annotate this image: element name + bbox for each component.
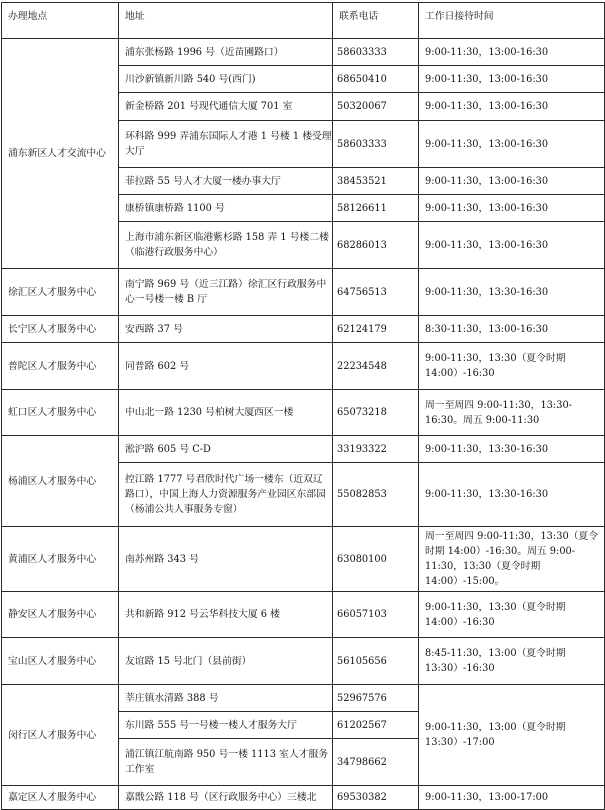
table-row [2,269,605,316]
center-name: 虹口区人才服务中心 [2,390,119,436]
phone-cell: 68286013 [333,222,419,269]
phone-cell: 56105656 [333,638,419,685]
phone-cell: 22234548 [333,343,419,390]
hours-cell: 周一至周四 9:00-11:30，13:30-16:30。周五 9:00-11:30 [419,390,605,436]
phone-cell: 50320067 [333,93,419,121]
center-name: 黄浦区人才服务中心 [2,527,119,592]
address-cell: 共和新路 912 号云华科技大厦 6 楼 [119,592,333,638]
address-cell: 菲拉路 55 号人才大厦一楼办事大厅 [119,168,333,195]
hours-cell: 8:45-11:30，13:00（夏令时期 13:30）-16:30 [419,638,605,685]
address-cell: 中山北一路 1230 号柏树大厦西区一楼 [119,390,333,436]
address-cell: 南宁路 969 号（近三江路）徐汇区行政服务中心一号楼一楼 B 厅 [119,269,333,316]
table-row [2,343,605,390]
hours-cell: 9:00-11:30，13:30-16:30 [419,269,605,316]
address-cell: 莘庄镇水清路 388 号 [119,685,333,712]
phone-cell: 34798662 [333,739,419,786]
phone-cell: 58603333 [333,121,419,168]
hours-cell: 9:00-11:30，13:30-16:30 [419,463,605,527]
hours-cell: 9:00-11:30，13:00-16:30 [419,222,605,269]
table-row [2,436,605,463]
center-name: 静安区人才服务中心 [2,592,119,638]
phone-cell: 69530382 [333,786,419,810]
hours-cell: 8:30-11:30，13:00-16:30 [419,316,605,343]
table-row [2,592,605,638]
phone-cell: 61202567 [333,712,419,739]
phone-cell: 33193322 [333,436,419,463]
center-name: 嘉定区人才服务中心 [2,786,119,810]
address-cell: 控江路 1777 号君欣时代广场一楼东（近双辽路口），中国上海人力资源服务产业园区东部园（杨浦公共人事服务专窗） [119,463,333,527]
center-name: 普陀区人才服务中心 [2,343,119,390]
table-row [2,390,605,436]
address-cell: 康桥镇康桥路 1100 号 [119,195,333,222]
address-cell: 浦江镇江航南路 950 号一楼 1113 室人才服务工作室 [119,739,333,786]
header-address: 地址 [119,3,333,39]
phone-cell: 52967576 [333,685,419,712]
hours-cell: 9:00-11:30，13:30（夏令时期 14:00）-16:30 [419,343,605,390]
center-name: 闵行区人才服务中心 [2,685,119,786]
phone-cell: 58603333 [333,39,419,66]
table-row [2,527,605,592]
phone-cell: 55082853 [333,463,419,527]
phone-cell: 38453521 [333,168,419,195]
phone-cell: 66057103 [333,592,419,638]
address-cell: 川沙新镇新川路 540 号(西门) [119,66,333,93]
table-row [2,638,605,685]
hours-cell: 9:00-11:30，13:00-16:30 [419,66,605,93]
address-cell: 环科路 999 弄浦东国际人才港 1 号楼 1 楼受理大厅 [119,121,333,168]
address-cell: 东川路 555 号一号楼一楼人才服务大厅 [119,712,333,739]
hours-cell: 9:00-11:30，13:00-16:30 [419,168,605,195]
center-name: 杨浦区人才服务中心 [2,436,119,527]
phone-cell: 58126611 [333,195,419,222]
table-row [2,39,605,66]
address-cell: 友谊路 15 号北门（县前街） [119,638,333,685]
address-cell: 上海市浦东新区临港紫杉路 158 弄 1 号楼二楼（临港行政服务中心） [119,222,333,269]
phone-cell: 68650410 [333,66,419,93]
address-cell: 新金桥路 201 号现代通信大厦 701 室 [119,93,333,121]
hours-cell: 9:00-11:30，13:00-16:30 [419,93,605,121]
table-row [2,316,605,343]
hours-cell: 9:00-11:30，13:00-16:30 [419,195,605,222]
phone-cell: 65073218 [333,390,419,436]
header-location: 办理地点 [2,3,119,39]
service-center-table [1,2,605,810]
table-row [2,685,605,712]
header-row [2,3,605,39]
center-name: 徐汇区人才服务中心 [2,269,119,316]
address-cell: 嘉戬公路 118 号（区行政服务中心）三楼北 [119,786,333,810]
center-name: 宝山区人才服务中心 [2,638,119,685]
phone-cell: 62124179 [333,316,419,343]
header-phone: 联系电话 [333,3,419,39]
hours-cell: 9:00-11:30，13:00-17:00 [419,786,605,810]
center-name: 浦东新区人才交流中心 [2,39,119,269]
hours-cell: 9:00-11:30，13:30-16:30 [419,436,605,463]
address-cell: 淞沪路 605 号 C-D [119,436,333,463]
hours-cell: 周一至周四 9:00-11:30，13:30（夏令时期 14:00）-16:30。周五 9:00-11:30，13:30（夏令时期 14:00）-15:00。 [419,527,605,592]
hours-cell: 9:00-11:30，13:00-16:30 [419,121,605,168]
address-cell: 南苏州路 343 号 [119,527,333,592]
hours-cell: 9:00-11:30，13:30（夏令时期 14:00）-16:30 [419,592,605,638]
phone-cell: 64756513 [333,269,419,316]
address-cell: 浦东张杨路 1996 号（近苗圃路口） [119,39,333,66]
hours-cell: 9:00-11:30，13:00（夏令时期 13:30）-17:00 [419,685,605,786]
center-name: 长宁区人才服务中心 [2,316,119,343]
address-cell: 同普路 602 号 [119,343,333,390]
header-hours: 工作日接待时间 [419,3,605,39]
hours-cell: 9:00-11:30，13:00-16:30 [419,39,605,66]
phone-cell: 63080100 [333,527,419,592]
address-cell: 安西路 37 号 [119,316,333,343]
